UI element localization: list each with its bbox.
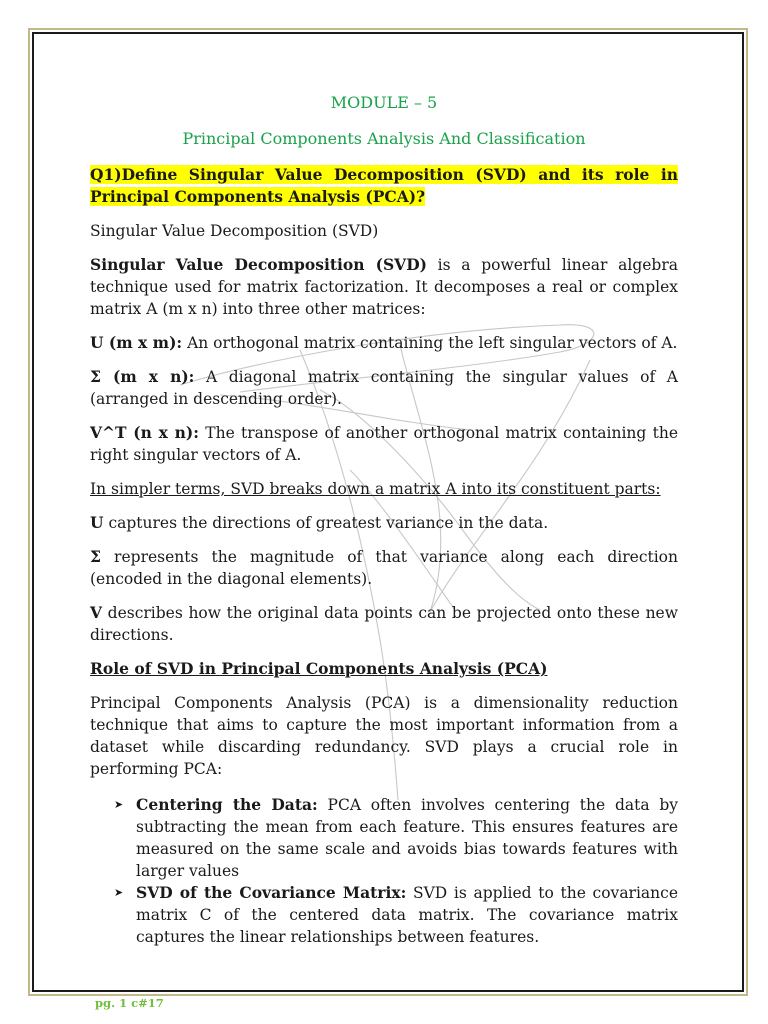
arrow-bullet-icon: ➤ [114, 798, 124, 811]
sigma-matrix-label: Σ (m x n): [90, 367, 195, 386]
pca-heading-text: Role of SVD in Principal Components Analysis (PCA) [90, 659, 548, 678]
pca-steps-list [90, 794, 678, 948]
u-explanation-text: captures the directions of greatest variance in the data. [103, 514, 549, 532]
document-title: Principal Components Analysis And Classification [182, 129, 586, 148]
question-highlight: Q1)Define Singular Value Decomposition (SVD) and its role in Principal Components Analysis (PCA)? [90, 165, 678, 206]
list-item [90, 882, 678, 948]
sigma-matrix-text: A diagonal matrix containing the singular values of A (arranged in descending order). [90, 368, 678, 408]
pca-intro: Principal Components Analysis (PCA) is a dimensionality reduction technique that aims to capture the most important information from a dataset while discarding redundancy. SVD plays a crucial role in performing PCA: [90, 694, 678, 778]
vt-matrix-def [90, 422, 678, 466]
vt-matrix-label: V^T (n x n): [90, 423, 199, 442]
v-explanation-text: describes how the original data points can be projected onto these new directions. [90, 604, 678, 644]
svd-heading: Singular Value Decomposition (SVD) [90, 222, 379, 240]
v-explanation [90, 602, 678, 646]
module-heading: MODULE – 5 [330, 93, 438, 112]
bullet-text: PCA often involves centering the data by subtracting the mean from each feature. This ensures features are measured on the same scale and avoids bias towards features with larger values [136, 796, 678, 880]
page-number-footer: pg. 1 c#17 [95, 996, 164, 1010]
arrow-bullet-icon: ➤ [114, 886, 124, 899]
bullet-text: SVD is applied to the covariance matrix C of the centered data matrix. The covariance matrix captures the linear relationships between features. [136, 884, 679, 946]
vt-matrix-text: The transpose of another orthogonal matrix containing the right singular vectors of A. [90, 424, 679, 464]
simpler-terms-line: In simpler terms, SVD breaks down a matrix A into its constituent parts: [90, 480, 661, 498]
sigma-explanation-text: represents the magnitude of that variance along each direction (encoded in the diagonal elements). [90, 548, 678, 588]
u-matrix-def [90, 332, 678, 354]
document-body [90, 88, 678, 948]
sigma-matrix-def [90, 366, 678, 410]
svd-intro-bold: Singular Value Decomposition (SVD) [90, 255, 427, 274]
svd-intro-text: is a powerful linear algebra technique used for matrix factorization. It decomposes a real or complex matrix A (m x n) into three other matrices: [90, 256, 678, 318]
bullet-label: SVD of the Covariance Matrix: [136, 883, 407, 902]
u-explanation-label: U [90, 513, 104, 532]
u-matrix-text: An orthogonal matrix containing the left singular vectors of A. [182, 334, 678, 352]
pca-heading [90, 658, 678, 680]
u-explanation [90, 512, 678, 534]
u-matrix-label: U (m x m): [90, 333, 183, 352]
sigma-explanation [90, 546, 678, 590]
svd-intro [90, 254, 678, 320]
bullet-label: Centering the Data: [136, 795, 318, 814]
question-title [90, 164, 678, 208]
sigma-explanation-label: Σ [90, 547, 101, 566]
v-explanation-label: V [90, 603, 103, 622]
list-item [90, 794, 678, 882]
